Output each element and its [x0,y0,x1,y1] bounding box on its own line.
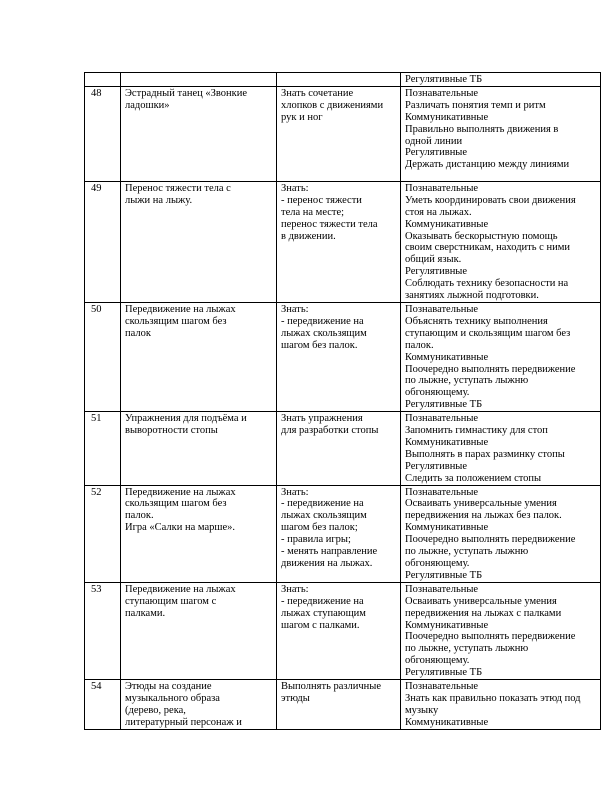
cell-text-line: - правила игры; [281,534,351,546]
cell-text-line: Передвижение на лыжах [125,583,236,595]
table-row [85,302,601,411]
lesson-topic-cell [121,680,277,730]
cell-text-line: занятиях лыжной подготовки. [405,290,539,302]
learning-actions-cell [401,181,601,302]
cell-text-line: палок [125,327,151,339]
cell-text-line: (дерево, река, [125,704,186,716]
cell-text-line: Регулятивные [405,460,468,472]
cell-text-line: Познавательные [405,583,479,595]
knowledge-cell [277,302,401,411]
cell-text-line: Познавательные [405,413,479,425]
lesson-topic-cell [121,86,277,181]
table-row [85,412,601,485]
lesson-topic-cell [121,302,277,411]
cell-text-line: передвижения на лыжах с палками [405,607,562,619]
cell-text-line: Оказывать бескорыстную помощь [405,230,558,242]
cell-text-line: лыжах скользящим [281,327,367,339]
cell-text-line: Коммуникативные [405,436,489,448]
knowledge-cell [277,86,401,181]
learning-actions-cell [401,485,601,582]
cell-text-line: Познавательные [405,182,479,194]
cell-text-line: передвижения на лыжах без палок. [405,510,562,522]
table-row [85,680,601,730]
cell-text-line: по лыжне, уступать лыжню [405,546,529,558]
lesson-number-cell: 48 [85,86,121,181]
cell-text-line: перенос тяжести тела [281,218,378,230]
cell-text-line: Знать: [281,486,309,498]
cell-text-line: Познавательные [405,87,479,99]
cell-text-line: обгоняющему. [405,387,470,399]
table-row [85,86,601,181]
table-row [85,181,601,302]
cell-text-line: Следить за положением стопы [405,472,542,484]
cell-text-line: Знать: [281,583,309,595]
cell-text-line: Регулятивные [405,147,468,159]
cell-text-line: шагом с палками. [281,619,360,631]
cell-text-line: Выполнять различные [281,681,382,693]
lesson-number-cell: 50 [85,302,121,411]
knowledge-cell [277,412,401,485]
cell-text-line: стоя на лыжах. [405,206,472,218]
cell-text-line: Перенос тяжести тела с [125,182,231,194]
cell-text-line: Различать понятия темп и ритм [405,99,546,111]
cell-text-line: - передвижение на [281,315,364,327]
cell-text-line: Коммуникативные [405,619,489,631]
cell-text-line: ступающим и скользящим шагом без [405,327,571,339]
lesson-topic-cell [121,582,277,679]
cell-text-line: - перенос тяжести [281,194,362,206]
cell-text-line: этюды [281,692,310,704]
cell-text-line: одной линии [405,135,463,147]
cell-text-line: выворотности стопы [125,425,218,437]
learning-actions-cell [401,680,601,730]
knowledge-cell [277,73,401,87]
cell-text-line: ладошки» [125,99,170,111]
document-page [84,72,600,730]
cell-text-line: Соблюдать технику безопасности на [405,278,569,290]
cell-text-line: Коммуникативные [405,716,489,728]
cell-text-line: - передвижение на [281,595,364,607]
cell-text-line: Знать: [281,182,309,194]
cell-text-line: Регулятивные ТБ [405,667,483,679]
knowledge-cell [277,485,401,582]
cell-text-line: скользящим шагом без [125,315,227,327]
cell-text-line: в движении. [281,230,336,242]
cell-text-line: Уметь координировать свои движения [405,194,576,206]
cell-text-line: музыку [405,704,439,716]
cell-text-line: Знать: [281,303,309,315]
cell-text-line: Поочередно выполнять передвижение [405,534,576,546]
lesson-topic-cell [121,73,277,87]
lesson-topic-cell [121,412,277,485]
learning-actions-cell [401,582,601,679]
cell-text-line: Поочередно выполнять передвижение [405,631,576,643]
cell-text-line: для разработки стопы [281,425,379,437]
cell-text-line: Знать сочетание [281,87,354,99]
cell-text-line: Осваивать универсальные умения [405,498,557,510]
cell-text-line: Регулятивные ТБ [405,569,483,581]
table-row-continued [85,73,601,87]
cell-text-line: литературный персонаж и [125,716,242,728]
table-row [85,582,601,679]
cell-text-line: Регулятивные ТБ [405,399,483,411]
cell-text-line: лыжах скользящим [281,510,367,522]
cell-text-line: Выполнять в парах разминку стопы [405,448,565,460]
cell-text-line: ступающим шагом с [125,595,217,607]
lesson-plan-table [84,72,601,730]
cell-text-line: рук и ног [281,111,323,123]
knowledge-cell [277,181,401,302]
cell-text-line: Коммуникативные [405,351,489,363]
cell-text-line: движения на лыжах. [281,558,373,569]
cell-text-line: Запомнить гимнастику для стоп [405,425,548,437]
cell-text-line: шагом без палок; [281,522,358,534]
cell-text-line: Регулятивные [405,266,468,278]
lesson-number-cell: 51 [85,412,121,485]
cell-text-line: палок. [125,510,154,522]
cell-text-line: своим сверстникам, находить с ними [405,242,570,254]
lesson-plan-body [85,73,601,730]
cell-text-line: Передвижение на лыжах [125,486,236,498]
learning-actions-cell [401,412,601,485]
lesson-topic-cell [121,485,277,582]
cell-text-line: - передвижение на [281,498,364,510]
learning-actions-cell [401,86,601,181]
cell-text-line: Познавательные [405,486,479,498]
cell-text-line: Коммуникативные [405,522,489,534]
cell-text-line: по лыжне, уступать лыжню [405,375,529,387]
cell-text-line: палками. [125,607,166,619]
cell-text-line: палок. [405,339,434,351]
knowledge-cell [277,680,401,730]
cell-text-line: шагом без палок. [281,339,358,351]
cell-text-line: Правильно выполнять движения в [405,123,559,135]
learning-actions-cell [401,302,601,411]
cell-text-line: Коммуникативные [405,218,489,230]
cell-text-line: тела на месте; [281,206,345,218]
lesson-number-cell: 54 [85,680,121,730]
cell-text-line: Познавательные [405,681,479,693]
cell-text-line: Этюды на создание [125,681,212,693]
lesson-topic-cell [121,181,277,302]
cell-text-line: хлопков с движениями [281,99,384,111]
cell-text-line: Поочередно выполнять передвижение [405,363,576,375]
lesson-number-cell: 52 [85,485,121,582]
cell-text-line: по лыжне, уступать лыжню [405,643,529,655]
cell-text-line: общий язык. [405,254,462,266]
cell-text-line: Держать дистанцию между линиями [405,159,570,171]
cell-text-line: Осваивать универсальные умения [405,595,557,607]
cell-text-line: Игра «Салки на марше». [125,522,236,534]
cell-text-line: Коммуникативные [405,111,489,123]
cell-text-line: лыжах ступающим [281,607,366,619]
cell-text-line: Знать упражнения [281,413,363,425]
cell-text-line: скользящим шагом без [125,498,227,510]
cell-text-line: обгоняющему. [405,558,470,569]
cell-text-line: Упражнения для подъёма и [125,413,247,425]
lesson-number-cell: 49 [85,181,121,302]
cell-text-line: лыжи на лыжу. [125,194,193,206]
cell-text-line: Эстрадный танец «Звонкие [125,87,248,99]
cell-text-line: Знать как правильно показать этюд под [405,692,581,704]
lesson-number-cell [85,73,121,87]
cell-text-line: обгоняющему. [405,655,470,667]
cell-text-line: Познавательные [405,303,479,315]
table-row [85,485,601,582]
lesson-number-cell: 53 [85,582,121,679]
cell-text-line: музыкального образа [125,692,220,704]
learning-actions-cell [401,73,601,87]
cell-text-line: Передвижение на лыжах [125,303,236,315]
knowledge-cell [277,582,401,679]
cell-text-line: - менять направление [281,546,378,558]
cell-text-line: Регулятивные ТБ [405,74,483,85]
cell-text-line: Объяснять технику выполнения [405,315,548,327]
